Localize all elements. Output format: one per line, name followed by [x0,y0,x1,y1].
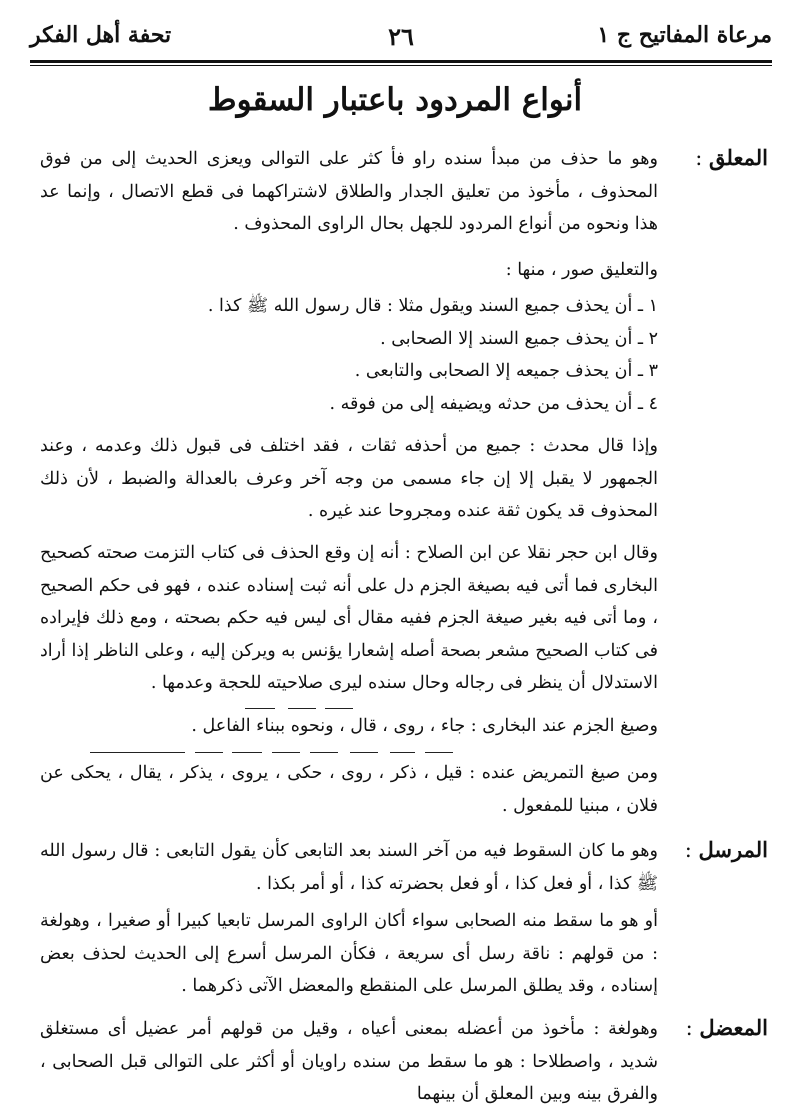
mursal-second-definition: أو هو ما سقط منه الصحابى سواء أكان الراوى المرسل تابعيا كبيرا أو صغيرا ، وهولغة : من قولهم : ناقة رسل أى سريعة ، فكأن المرسل أسرع إلى الحديث لحذف بعض إسناده ، وقد يطلق المرسل على المنقطع والمعضل الآتى ذكرهما . [40,911,658,996]
underline [195,752,223,753]
muallaq-ruling-paragraph: وإذا قال محدث : جميع من أحذفه ثقات ، فقد اختلف فى قبول ذلك وعدمه ، وعند الجمهور لا يقبل إلا إن جاء مسمى من وجه آخر وعرف بالعدالة والضبط ، لأن ذلك المحذوف قد يكون ثقة عنده ومجروحا عند غيره . [40,436,658,521]
running-header [30,22,772,58]
muallaq-definition: وهو ما حذف من مبدأ سنده راو فأ كثر على التوالى ويعزى الحديث إلى من فوق المحذوف ، مأخوذ من تعليق الجدار والطلاق لاشتراكهما فى قطع الاتصال ، وإنما عد هذا ونحوه من أنواع المردود للجهل بحال الراوى المحذوف . [40,149,658,234]
underline [90,752,185,753]
term-mursal: المرسل : [668,837,768,862]
header-series-title: تحفة أهل الفكر [30,22,172,48]
underline [425,752,453,753]
ibn-hajar-paragraph: وقال ابن حجر نقلا عن ابن الصلاح : أنه إن وقع الحذف فى كتاب التزمت صحته كصحيح البخارى فما أتى فيه بصيغة الجزم دل على أنه ثبت إسناده عنده ، فهو فى حكم الصحيح ، وما أتى فيه بغير صيغة الجزم ففيه مقال أى ليس فيه حكم بصحته ، ومع ذلك فإيراده فى كتاب الصحيح مشعر بصحة أصله إشعارا يؤنس به ويركن إليه ، وعلى الناظر إذا أراد الاستدلال أن ينظر فى رجاله وحال سنده ليرى صلاحيته للحجة وعدمها . [39,543,658,693]
underline [310,752,338,753]
header-rule-thin [30,65,772,66]
chapter-title: أنواع المردود باعتبار السقوط [207,82,583,118]
muadal-definition: وهولغة : مأخوذ من أعضله بمعنى أعياه ، وقيل من قولهم أمر عضيل أى مستغلق شديد ، واصطلاحا : هو ما سقط من سنده راويان أو أكثر على التوالى قبل الصحابى ، والفرق بينه وبين المعلق أن بينهما [40,1019,658,1104]
muallaq-forms-intro: والتعليق صور ، منها : [505,260,658,280]
tamrid-forms-paragraph: ومن صيغ التمريض عنده : قيل ، ذكر ، روى ، حكى ، يروى ، يذكر ، يقال ، يحكى عن فلان ، مبنيا للمفعول . [40,763,658,816]
underline [390,752,415,753]
term-muadal: المعضل : [668,1015,768,1040]
list-item: ٤ ـ أن يحذف من حدثه ويضيفه إلى من فوقه . [329,393,658,414]
header-book-title: مرعاة المفاتيح ج ١ [597,22,772,48]
header-rule [30,60,772,63]
underline [350,752,378,753]
mursal-definition: وهو ما كان السقوط فيه من آخر السند بعد التابعى كأن يقول التابعى : قال رسول الله ﷺ كذا ، أو فعل كذا ، أو فعل بحضرته كذا ، أو أمر بكذا . [40,841,658,894]
underline [272,752,300,753]
muallaq-forms-list [40,290,658,420]
page-number: ٢٦ [388,22,414,51]
list-item: ٣ ـ أن يحذف جميعه إلا الصحابى والتابعى . [354,361,658,381]
underline [245,708,275,709]
term-muallaq: المعلق : [668,145,768,170]
jazm-forms-paragraph: وصيغ الجزم عند البخارى : جاء ، روى ، قال ، ونحوه ببناء الفاعل . [191,716,658,736]
list-item: ١ ـ أن يحذف جميع السند ويقول مثلا : قال رسول الله ﷺ كذا . [207,296,658,316]
underline [232,752,262,753]
underline [325,708,353,709]
underline [288,708,316,709]
list-item: ٢ ـ أن يحذف جميع السند إلا الصحابى . [380,328,658,349]
